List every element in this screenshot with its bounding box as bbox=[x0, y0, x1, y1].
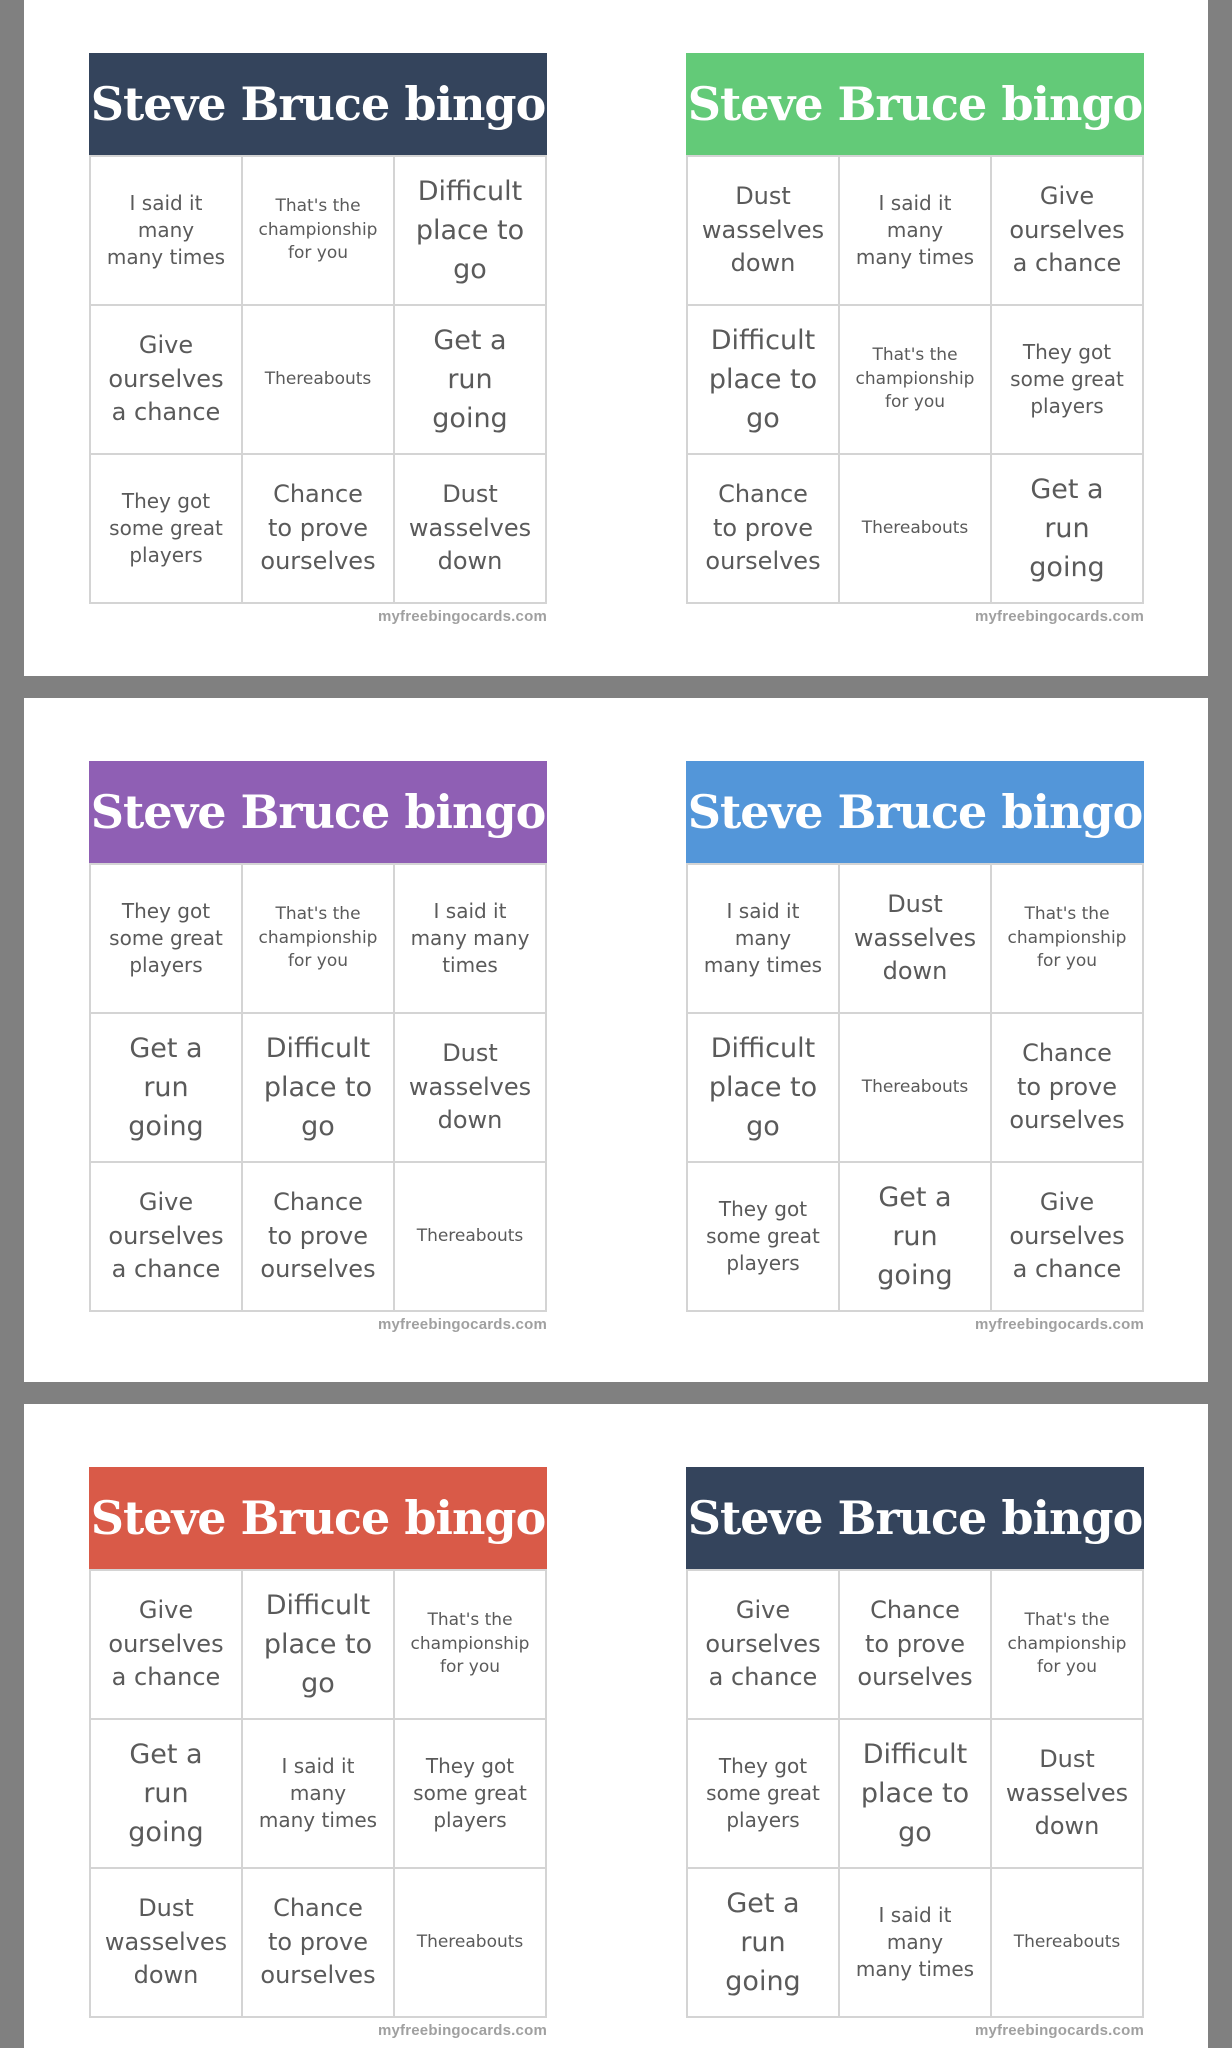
bingo-card bbox=[89, 1467, 547, 2039]
bingo-cell-text: I said it many many times bbox=[703, 899, 823, 977]
bingo-cell bbox=[688, 1720, 840, 1869]
bingo-cell bbox=[395, 1869, 547, 2018]
bingo-cell-text: That's the championship for you bbox=[1007, 903, 1127, 972]
bingo-cell-text: Thereabouts bbox=[861, 517, 969, 538]
bingo-cell bbox=[91, 1014, 243, 1163]
bingo-cell-text: Get a run going bbox=[128, 1032, 204, 1143]
bingo-cell-text: They got some great players bbox=[413, 1754, 527, 1832]
bingo-cell-text: Thereabouts bbox=[416, 1931, 524, 1952]
card-footer: myfreebingocards.com bbox=[974, 608, 1144, 625]
bingo-cell bbox=[688, 1571, 840, 1720]
bingo-cell-text: Dust wasselves down bbox=[408, 1039, 532, 1135]
bingo-cell bbox=[688, 306, 840, 455]
bingo-cell-text: That's the championship for you bbox=[258, 195, 378, 264]
bingo-cell bbox=[992, 1014, 1144, 1163]
bingo-cell-text: I said it many many times bbox=[855, 191, 975, 269]
bingo-cell bbox=[91, 157, 243, 306]
bingo-cell bbox=[688, 865, 840, 1014]
bingo-cell-text: They got some great players bbox=[109, 899, 223, 977]
bingo-cell-text: Thereabouts bbox=[861, 1076, 969, 1097]
bingo-cell bbox=[395, 157, 547, 306]
bingo-cell bbox=[243, 1163, 395, 1312]
bingo-cell-text: They got some great players bbox=[109, 489, 223, 567]
bingo-card bbox=[89, 761, 547, 1333]
bingo-cell-text: I said it many many times bbox=[410, 899, 530, 977]
bingo-cell-text: Give ourselves a chance bbox=[1009, 182, 1125, 278]
bingo-cell-text: That's the championship for you bbox=[410, 1609, 530, 1678]
bingo-card bbox=[686, 1467, 1144, 2039]
bingo-cell bbox=[243, 1014, 395, 1163]
bingo-grid bbox=[89, 1569, 547, 2018]
bingo-cell bbox=[992, 157, 1144, 306]
bingo-cell bbox=[243, 1869, 395, 2018]
bingo-cell bbox=[688, 1869, 840, 2018]
bingo-card bbox=[686, 761, 1144, 1333]
bingo-cell bbox=[395, 1720, 547, 1869]
bingo-cell-text: They got some great players bbox=[706, 1197, 820, 1275]
bingo-cell-text: I said it many many times bbox=[855, 1903, 975, 1981]
bingo-cell-text: Difficult place to go bbox=[415, 175, 525, 286]
bingo-cell bbox=[395, 1014, 547, 1163]
bingo-cell bbox=[243, 455, 395, 604]
bingo-cell bbox=[688, 455, 840, 604]
bingo-cell-text: I said it many many times bbox=[106, 191, 226, 269]
card-title: Steve Bruce bingo bbox=[89, 1467, 547, 1569]
bingo-cell bbox=[91, 865, 243, 1014]
bingo-cell-text: Thereabouts bbox=[1013, 1931, 1121, 1952]
bingo-cell-text: Give ourselves a chance bbox=[705, 1596, 821, 1692]
bingo-cell bbox=[992, 1163, 1144, 1312]
card-title: Steve Bruce bingo bbox=[686, 53, 1144, 155]
bingo-cell-text: Give ourselves a chance bbox=[108, 1188, 224, 1284]
bingo-cell-text: Get a run going bbox=[877, 1181, 953, 1292]
bingo-cell bbox=[243, 306, 395, 455]
bingo-cell-text: Get a run going bbox=[432, 324, 508, 435]
bingo-cell bbox=[91, 306, 243, 455]
bingo-cell-text: Difficult place to go bbox=[263, 1589, 373, 1700]
card-title: Steve Bruce bingo bbox=[89, 53, 547, 155]
bingo-cell bbox=[243, 865, 395, 1014]
bingo-cell bbox=[992, 1869, 1144, 2018]
bingo-cell-text: I said it many many times bbox=[258, 1754, 378, 1832]
card-footer: myfreebingocards.com bbox=[974, 1316, 1144, 1333]
bingo-cell-text: They got some great players bbox=[706, 1754, 820, 1832]
card-title: Steve Bruce bingo bbox=[686, 1467, 1144, 1569]
bingo-cell bbox=[992, 455, 1144, 604]
bingo-cell bbox=[243, 1720, 395, 1869]
bingo-cell bbox=[840, 455, 992, 604]
bingo-cell bbox=[992, 865, 1144, 1014]
bingo-cell-text: Get a run going bbox=[725, 1887, 801, 1998]
bingo-grid bbox=[686, 863, 1144, 1312]
card-title: Steve Bruce bingo bbox=[686, 761, 1144, 863]
bingo-cell-text: Give ourselves a chance bbox=[108, 331, 224, 427]
card-title: Steve Bruce bingo bbox=[89, 761, 547, 863]
bingo-cell bbox=[840, 157, 992, 306]
bingo-cell-text: Give ourselves a chance bbox=[108, 1596, 224, 1692]
bingo-cell-text: Difficult place to go bbox=[860, 1738, 970, 1849]
bingo-cell bbox=[840, 1869, 992, 2018]
bingo-cell bbox=[688, 1014, 840, 1163]
bingo-cell-text: They got some great players bbox=[1010, 340, 1124, 418]
bingo-cell bbox=[91, 1869, 243, 2018]
bingo-cell bbox=[840, 1720, 992, 1869]
bingo-cell-text: Chance to prove ourselves bbox=[260, 1894, 376, 1990]
bingo-cell bbox=[840, 1571, 992, 1720]
bingo-cell bbox=[688, 1163, 840, 1312]
bingo-cell-text: Thereabouts bbox=[416, 1225, 524, 1246]
card-footer: myfreebingocards.com bbox=[377, 1316, 547, 1333]
bingo-cell bbox=[992, 1571, 1144, 1720]
bingo-cell-text: Difficult place to go bbox=[708, 324, 818, 435]
bingo-cell-text: Difficult place to go bbox=[708, 1032, 818, 1143]
bingo-cell-text: Chance to prove ourselves bbox=[857, 1596, 973, 1692]
bingo-cell bbox=[395, 455, 547, 604]
bingo-cell bbox=[688, 157, 840, 306]
bingo-cell bbox=[91, 455, 243, 604]
card-footer: myfreebingocards.com bbox=[377, 608, 547, 625]
bingo-cell bbox=[91, 1720, 243, 1869]
bingo-cell-text: Chance to prove ourselves bbox=[260, 1188, 376, 1284]
bingo-cell-text: Get a run going bbox=[128, 1738, 204, 1849]
bingo-cell bbox=[395, 1571, 547, 1720]
bingo-cell-text: That's the championship for you bbox=[258, 903, 378, 972]
bingo-cell-text: Chance to prove ourselves bbox=[705, 480, 821, 576]
bingo-cell bbox=[395, 306, 547, 455]
bingo-cell-text: Dust wasselves down bbox=[104, 1894, 228, 1990]
bingo-cell bbox=[840, 306, 992, 455]
bingo-cell bbox=[840, 865, 992, 1014]
bingo-cell-text: Give ourselves a chance bbox=[1009, 1188, 1125, 1284]
card-footer: myfreebingocards.com bbox=[974, 2022, 1144, 2039]
bingo-cell-text: Dust wasselves down bbox=[408, 480, 532, 576]
bingo-grid bbox=[686, 155, 1144, 604]
bingo-cell bbox=[992, 1720, 1144, 1869]
bingo-cell-text: Dust wasselves down bbox=[853, 890, 977, 986]
bingo-cell-text: Chance to prove ourselves bbox=[1009, 1039, 1125, 1135]
bingo-cell-text: That's the championship for you bbox=[855, 344, 975, 413]
bingo-cell bbox=[840, 1163, 992, 1312]
bingo-cell bbox=[992, 306, 1144, 455]
bingo-cell bbox=[243, 157, 395, 306]
bingo-grid bbox=[686, 1569, 1144, 2018]
bingo-cell-text: Get a run going bbox=[1029, 473, 1105, 584]
bingo-cell-text: Chance to prove ourselves bbox=[260, 480, 376, 576]
bingo-cell bbox=[91, 1571, 243, 1720]
card-footer: myfreebingocards.com bbox=[377, 2022, 547, 2039]
bingo-grid bbox=[89, 155, 547, 604]
bingo-cell bbox=[840, 1014, 992, 1163]
bingo-cell bbox=[91, 1163, 243, 1312]
bingo-cell-text: That's the championship for you bbox=[1007, 1609, 1127, 1678]
bingo-card bbox=[686, 53, 1144, 625]
bingo-cell-text: Dust wasselves down bbox=[701, 182, 825, 278]
bingo-grid bbox=[89, 863, 547, 1312]
bingo-cell bbox=[395, 865, 547, 1014]
bingo-cell-text: Difficult place to go bbox=[263, 1032, 373, 1143]
bingo-cell bbox=[243, 1571, 395, 1720]
bingo-card bbox=[89, 53, 547, 625]
bingo-cell-text: Thereabouts bbox=[264, 368, 372, 389]
bingo-cell bbox=[395, 1163, 547, 1312]
bingo-cell-text: Dust wasselves down bbox=[1005, 1745, 1129, 1841]
